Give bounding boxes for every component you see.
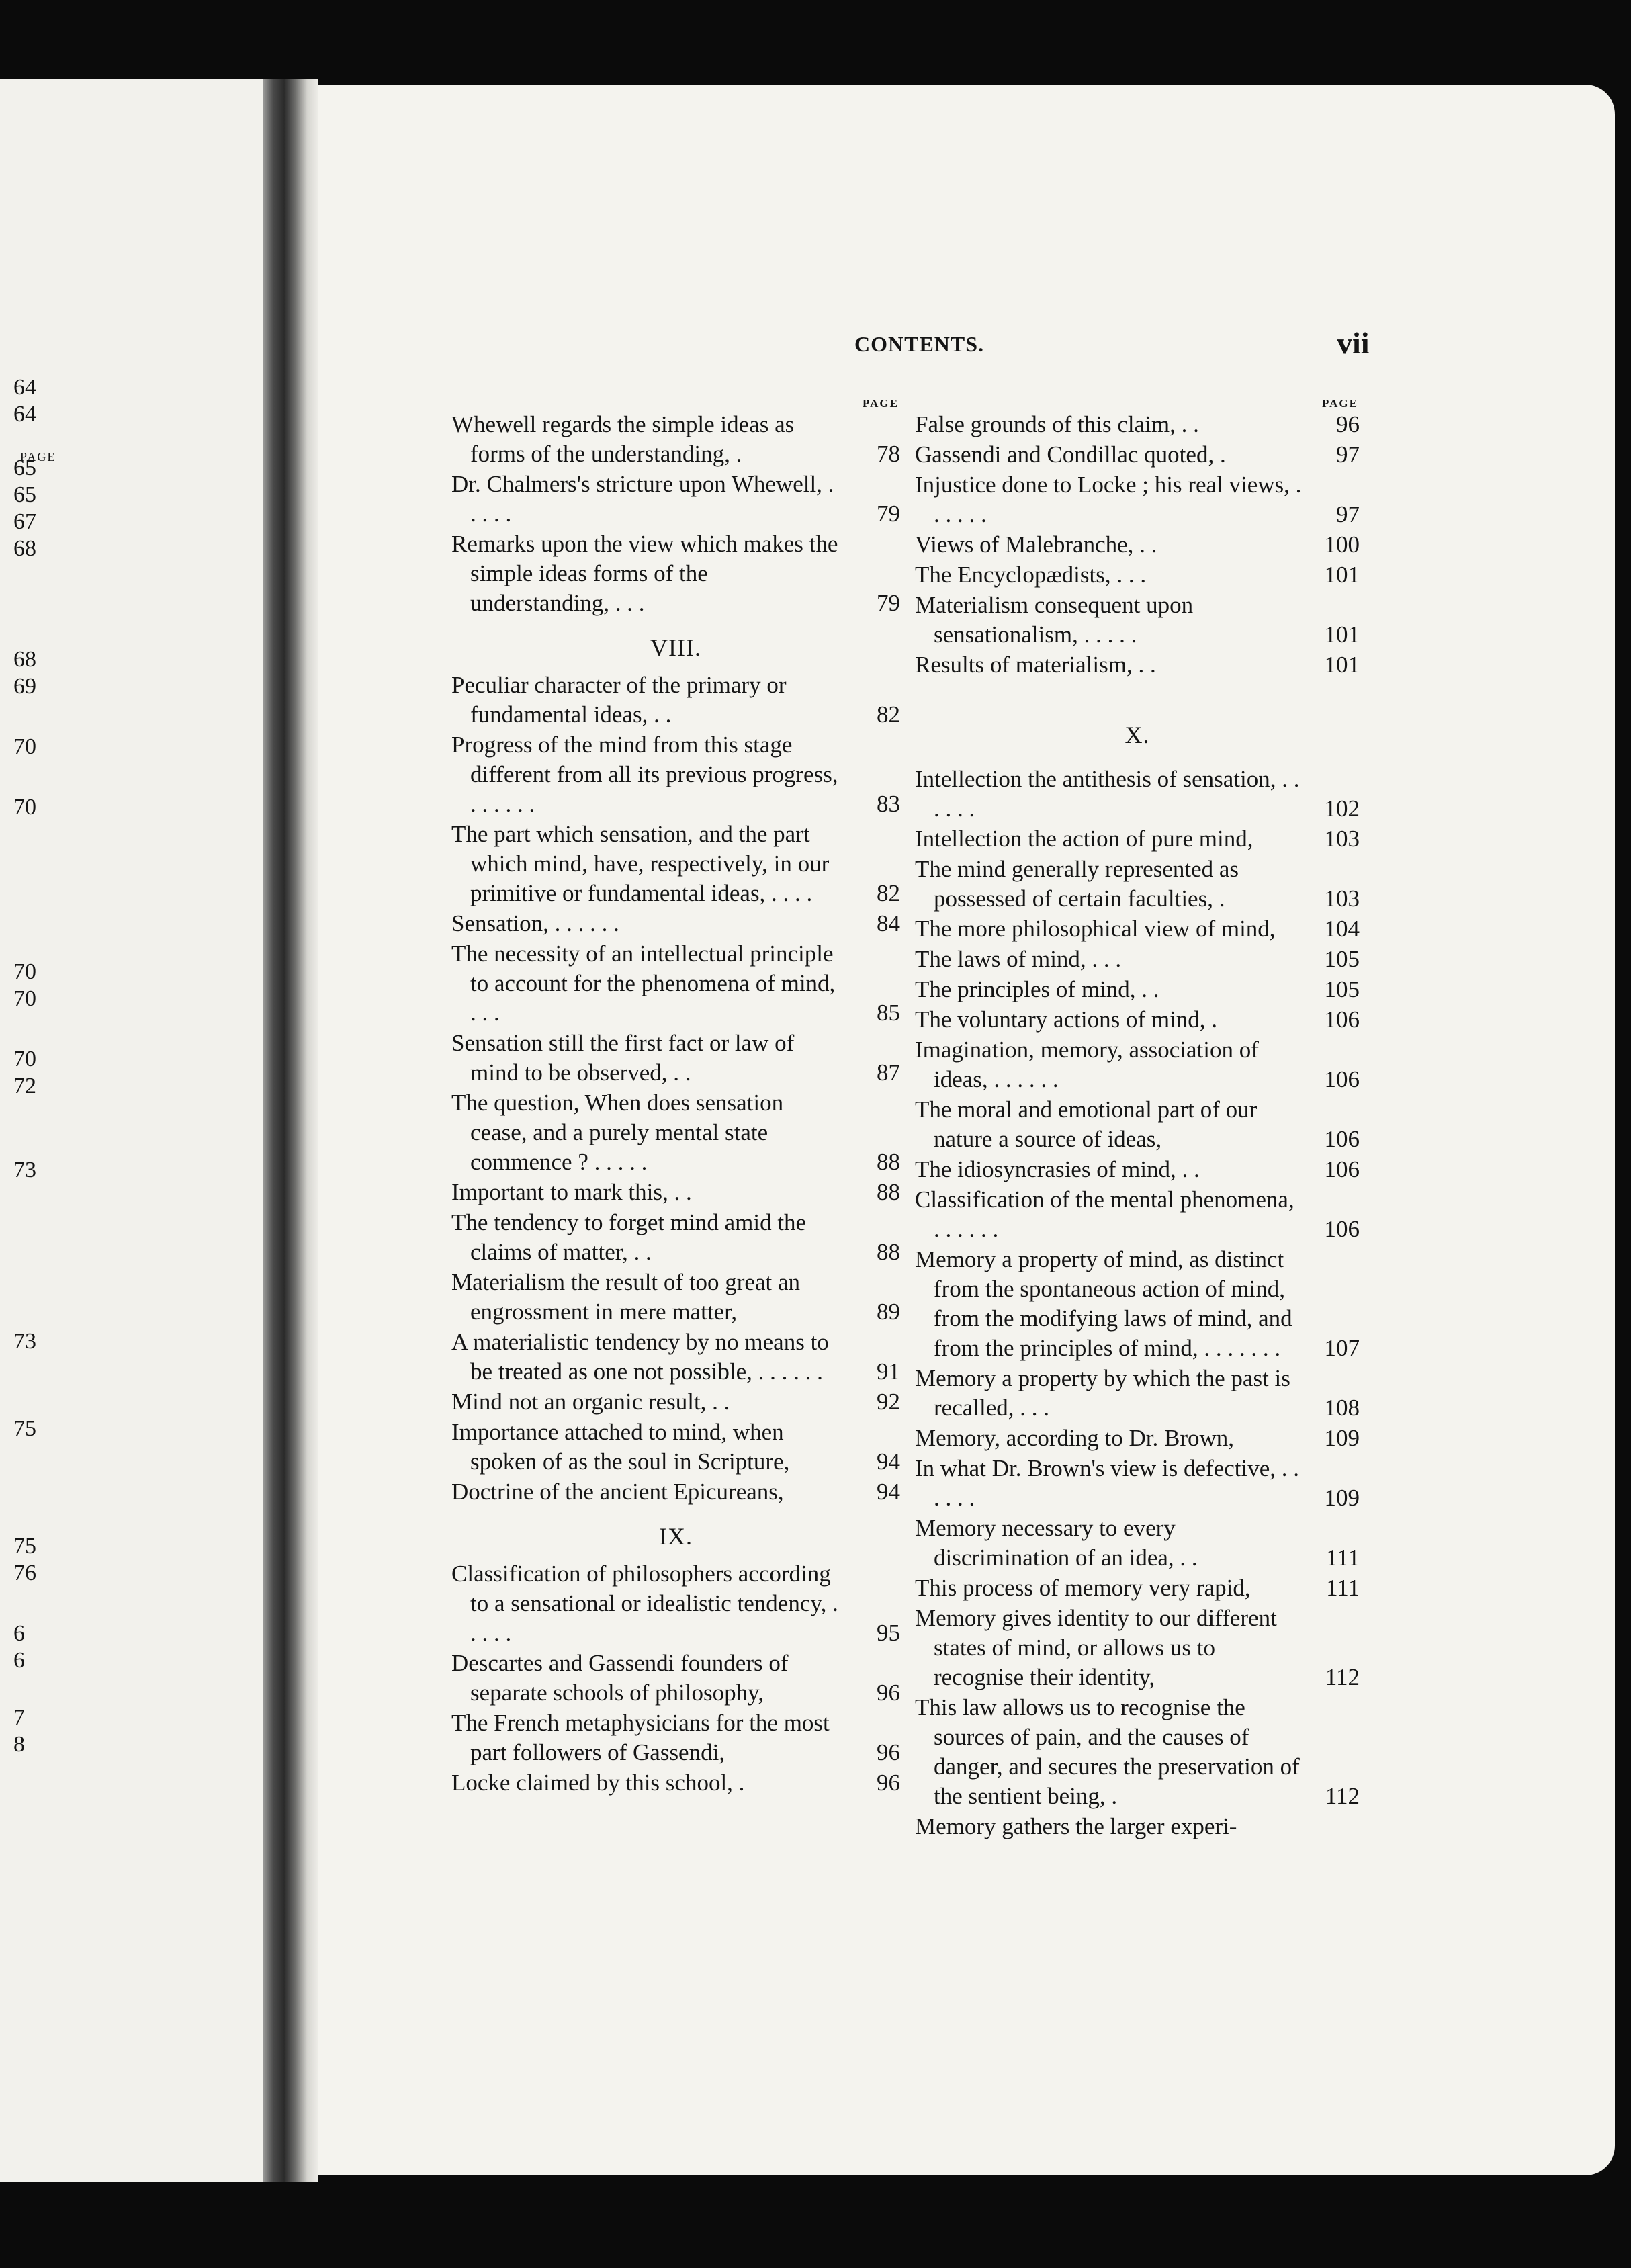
- entry-page-number: 97: [1336, 441, 1360, 468]
- contents-entry: [915, 530, 1360, 560]
- entry-text: This law allows us to recognise the sources of pain, and the causes of danger, and secures the preservation of the sentient being, .: [915, 1694, 1300, 1809]
- entry-text: Whewell regards the simple ideas as forms of the understanding, .: [451, 411, 795, 467]
- entry-page-number: 96: [877, 1680, 900, 1706]
- entry-text: Classification of philosophers according to a sensational or idealistic tendency, . . . . .: [451, 1561, 838, 1646]
- entry-page-number: 106: [1324, 1006, 1360, 1033]
- entry-page-number: 101: [1324, 621, 1360, 648]
- entry-text: The idiosyncrasies of mind, . .: [915, 1156, 1200, 1182]
- entry-page-number: 105: [1324, 946, 1360, 972]
- entry-page-number: 88: [877, 1149, 900, 1175]
- entry-text: The laws of mind, . . .: [915, 946, 1122, 972]
- entry-page-number: 78: [877, 441, 900, 467]
- left-page-number: 76: [13, 1561, 36, 1585]
- entry-page-number: 92: [877, 1389, 900, 1415]
- contents-entry: [915, 855, 1360, 914]
- entry-page-number: 103: [1324, 826, 1360, 852]
- left-page-number: 72: [13, 1074, 36, 1098]
- left-page-number: 8: [13, 1732, 25, 1757]
- entry-text: Imagination, memory, association of ideas, . . . . . .: [915, 1037, 1259, 1092]
- entry-page-number: 82: [877, 701, 900, 728]
- entry-text: The question, When does sensation cease, and a purely mental state commence ? . . . . .: [451, 1090, 784, 1175]
- left-page-number: 70: [13, 734, 36, 759]
- entry-text: Important to mark this, . .: [451, 1179, 692, 1205]
- entry-page-number: 79: [877, 590, 900, 616]
- contents-entry: [915, 1245, 1360, 1363]
- contents-entry: [915, 1514, 1360, 1573]
- entry-page-number: 88: [877, 1239, 900, 1265]
- contents-entry: [451, 529, 900, 618]
- left-page-number: 65: [13, 482, 36, 507]
- contents-entry: [451, 470, 900, 529]
- entry-text: Memory, according to Dr. Brown,: [915, 1425, 1234, 1451]
- entry-text: Intellection the antithesis of sensation, . . . . . .: [915, 766, 1300, 822]
- entry-page-number: 106: [1324, 1216, 1360, 1242]
- contents-entry: [451, 1268, 900, 1327]
- left-page-number: 73: [13, 1158, 36, 1182]
- left-page-label: PAGE: [20, 450, 56, 464]
- page-folio: vii: [1337, 326, 1370, 360]
- entry-page-number: 96: [877, 1739, 900, 1765]
- left-page: [0, 79, 263, 2182]
- left-page-number: 65: [13, 455, 36, 480]
- entry-text: The principles of mind, . .: [915, 976, 1159, 1002]
- left-page-number: 68: [13, 647, 36, 672]
- contents-entry: [915, 591, 1360, 650]
- entry-page-number: 97: [1336, 501, 1360, 527]
- entry-text: Results of materialism, . .: [915, 652, 1156, 678]
- section-heading: IX.: [659, 1523, 693, 1550]
- contents-entry: [915, 410, 1360, 439]
- entry-text: False grounds of this claim, . .: [915, 411, 1199, 437]
- left-page-number: 67: [13, 509, 36, 534]
- contents-entry: [451, 820, 900, 908]
- entry-text: Materialism consequent upon sensationalism, . . . . .: [915, 592, 1194, 648]
- contents-entry: [451, 1088, 900, 1177]
- contents-entry: [451, 410, 900, 469]
- entry-text: Classification of the mental phenomena, . . . . . .: [915, 1186, 1294, 1242]
- entry-text: Gassendi and Condillac quoted, .: [915, 441, 1226, 468]
- contents-entry: [915, 1095, 1360, 1154]
- contents-entry: [451, 1387, 900, 1417]
- contents-entry: [451, 1708, 900, 1768]
- contents-entry: [915, 1035, 1360, 1094]
- contents-entry: [915, 440, 1360, 470]
- entry-page-number: 89: [877, 1299, 900, 1325]
- contents-entry: [451, 1649, 900, 1708]
- section-heading: X.: [1125, 722, 1150, 748]
- entry-page-number: 96: [877, 1770, 900, 1796]
- entry-text: The more philosophical view of mind,: [915, 916, 1276, 942]
- entry-page-number: 109: [1324, 1485, 1360, 1511]
- entry-text: Memory gives identity to our different states of mind, or allows us to recognise their identity,: [915, 1605, 1277, 1690]
- entry-page-number: 109: [1324, 1425, 1360, 1451]
- entry-page-number: 108: [1324, 1395, 1360, 1421]
- contents-entry: [915, 1185, 1360, 1244]
- contents-entry: [915, 470, 1360, 529]
- contents-column-left: [451, 397, 900, 1798]
- left-page-number: 68: [13, 536, 36, 561]
- entry-page-number: 106: [1324, 1066, 1360, 1092]
- entry-text: The French metaphysicians for the most part followers of Gassendi,: [451, 1710, 830, 1765]
- entry-text: Doctrine of the ancient Epicureans,: [451, 1479, 784, 1505]
- entry-text: Memory gathers the larger experi-: [915, 1813, 1237, 1839]
- left-page-number: 64: [13, 402, 36, 427]
- entry-page-number: 112: [1325, 1783, 1360, 1809]
- contents-entry: [451, 1768, 900, 1798]
- entry-text: The part which sensation, and the part which mind, have, respectively, in our primitive or fundamental ideas, . . . .: [451, 821, 830, 906]
- entry-page-number: 85: [877, 1000, 900, 1026]
- contents-entry: [451, 1029, 900, 1088]
- entry-text: Mind not an organic result, . .: [451, 1389, 730, 1415]
- page-column-label: PAGE: [1322, 397, 1358, 410]
- left-page-number: 70: [13, 1047, 36, 1072]
- entry-page-number: 100: [1324, 531, 1360, 558]
- entry-text: Memory a property by which the past is recalled, . . .: [915, 1365, 1290, 1421]
- entry-page-number: 111: [1326, 1544, 1360, 1571]
- contents-entry: [915, 650, 1360, 680]
- entry-page-number: 82: [877, 880, 900, 906]
- entry-text: The mind generally represented as possessed of certain faculties, .: [915, 856, 1239, 912]
- contents-entry: [451, 1559, 900, 1648]
- left-page-number: 6: [13, 1621, 25, 1646]
- entry-text: A materialistic tendency by no means to be treated as one not possible, . . . . . .: [451, 1329, 829, 1385]
- section-heading: VIII.: [650, 634, 701, 661]
- contents-column-right: [915, 397, 1360, 1842]
- entry-page-number: 84: [877, 910, 900, 936]
- left-page-number: 69: [13, 674, 36, 699]
- entry-page-number: 79: [877, 500, 900, 527]
- entry-text: Memory a property of mind, as distinct from the spontaneous action of mind, from the modifying laws of mind, and from the principles of mind, . . . . . . .: [915, 1246, 1292, 1361]
- entry-text: Descartes and Gassendi founders of separate schools of philosophy,: [451, 1650, 789, 1706]
- entry-page-number: 91: [877, 1358, 900, 1385]
- left-page-number: 75: [13, 1534, 36, 1559]
- contents-entry: [451, 1327, 900, 1387]
- entry-page-number: 105: [1324, 976, 1360, 1002]
- contents-entry: [915, 824, 1360, 854]
- entry-text: Materialism the result of too great an engrossment in mere matter,: [451, 1269, 801, 1325]
- entry-page-number: 112: [1325, 1664, 1360, 1690]
- contents-entry: [915, 945, 1360, 974]
- entry-page-number: 87: [877, 1059, 900, 1086]
- contents-entry: [451, 730, 900, 819]
- contents-entry: [451, 1208, 900, 1267]
- entry-text: In what Dr. Brown's view is defective, . . . . . .: [915, 1455, 1300, 1511]
- left-page-number: 73: [13, 1329, 36, 1354]
- entry-text: Injustice done to Locke ; his real views, . . . . . .: [915, 472, 1302, 527]
- entry-page-number: 102: [1324, 795, 1360, 822]
- contents-entry: [915, 1364, 1360, 1423]
- contents-entry: [915, 1604, 1360, 1692]
- entry-page-number: 101: [1324, 562, 1360, 588]
- contents-entry: [915, 560, 1360, 590]
- contents-entry: [915, 1155, 1360, 1184]
- contents-entry: [451, 1477, 900, 1507]
- contents-entry: [915, 1424, 1360, 1453]
- entry-text: Sensation, . . . . . .: [451, 910, 619, 936]
- entry-page-number: 101: [1324, 652, 1360, 678]
- entry-text: Dr. Chalmers's stricture upon Whewell, . . . . .: [451, 471, 834, 527]
- entry-page-number: 107: [1324, 1335, 1360, 1361]
- entry-page-number: 83: [877, 791, 900, 817]
- entry-page-number: 95: [877, 1620, 900, 1646]
- left-page-number: 70: [13, 959, 36, 984]
- entry-page-number: 111: [1326, 1575, 1360, 1601]
- contents-entry: [915, 975, 1360, 1004]
- left-page-number: 64: [13, 375, 36, 400]
- contents-entry: [451, 1418, 900, 1477]
- contents-entry: [915, 1005, 1360, 1035]
- entry-text: Locke claimed by this school, .: [451, 1770, 745, 1796]
- contents-entry: [915, 914, 1360, 944]
- contents-entry: [451, 670, 900, 730]
- entry-page-number: 104: [1324, 916, 1360, 942]
- entry-text: Memory necessary to every discrimination of an idea, . .: [915, 1515, 1198, 1571]
- contents-entry: [451, 1178, 900, 1207]
- entry-text: Progress of the mind from this stage different from all its previous progress, . . . . . .: [451, 732, 838, 817]
- entry-text: Sensation still the first fact or law of mind to be observed, . .: [451, 1030, 795, 1086]
- entry-text: Importance attached to mind, when spoken of as the soul in Scripture,: [451, 1419, 790, 1475]
- page-title: CONTENTS.: [854, 332, 985, 356]
- contents-entry: [915, 765, 1360, 824]
- entry-page-number: 103: [1324, 885, 1360, 912]
- entry-text: The moral and emotional part of our nature a source of ideas,: [915, 1096, 1258, 1152]
- entry-text: Intellection the action of pure mind,: [915, 826, 1253, 852]
- left-page-number: 7: [13, 1705, 25, 1730]
- left-page-number: 70: [13, 795, 36, 820]
- entry-text: The voluntary actions of mind, .: [915, 1006, 1218, 1033]
- entry-page-number: 88: [877, 1179, 900, 1205]
- entry-text: The necessity of an intellectual principle to account for the phenomena of mind, . . .: [451, 941, 836, 1026]
- entry-text: Views of Malebranche, . .: [915, 531, 1157, 558]
- contents-entry: [451, 939, 900, 1028]
- entry-text: Peculiar character of the primary or fundamental ideas, . .: [451, 672, 787, 728]
- left-page-number: 75: [13, 1416, 36, 1441]
- entry-page-number: 106: [1324, 1126, 1360, 1152]
- page-column-label: PAGE: [863, 397, 899, 410]
- entry-text: The Encyclopædists, . . .: [915, 562, 1147, 588]
- contents-entry: [915, 1573, 1360, 1603]
- contents-entry: [451, 909, 900, 939]
- contents-entry: [915, 1454, 1360, 1513]
- contents-entry: [915, 1812, 1360, 1841]
- entry-page-number: 94: [877, 1479, 900, 1505]
- entry-text: Remarks upon the view which makes the simple ideas forms of the understanding, . . .: [451, 531, 838, 616]
- left-page-number: 70: [13, 986, 36, 1011]
- entry-page-number: 106: [1324, 1156, 1360, 1182]
- entry-text: This process of memory very rapid,: [915, 1575, 1251, 1601]
- book-gutter: [263, 79, 318, 2182]
- entry-text: The tendency to forget mind amid the claims of matter, . .: [451, 1209, 807, 1265]
- entry-page-number: 94: [877, 1448, 900, 1475]
- left-page-number: 6: [13, 1648, 25, 1673]
- entry-page-number: 96: [1336, 411, 1360, 437]
- contents-entry: [915, 1693, 1360, 1811]
